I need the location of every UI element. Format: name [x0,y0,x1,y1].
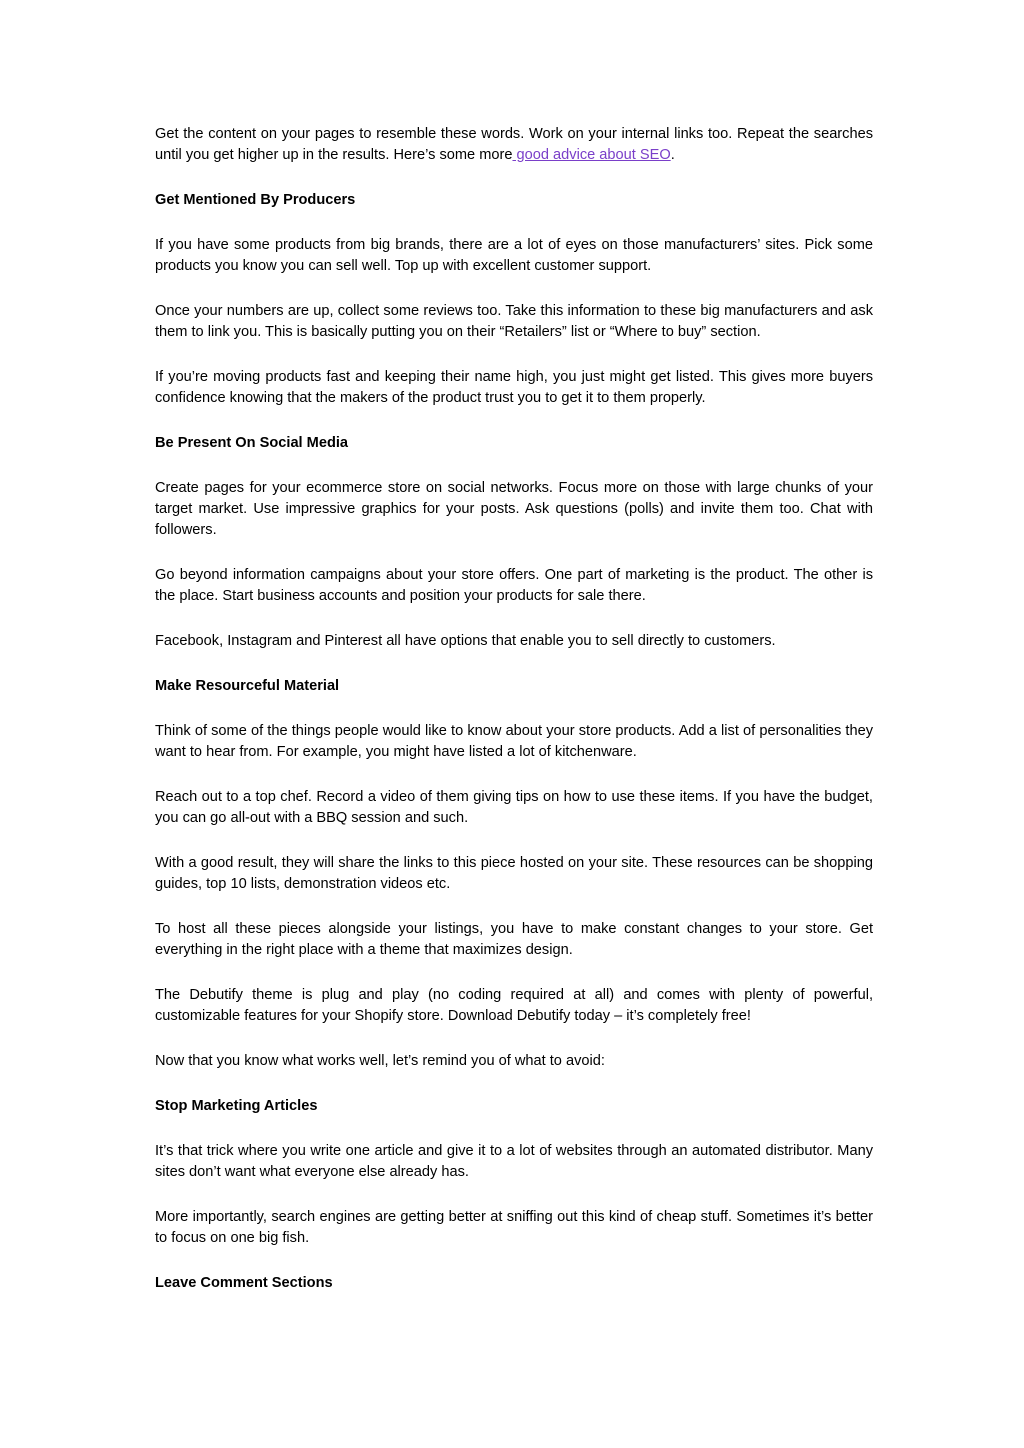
material-paragraph-6: Now that you know what works well, let’s remind you of what to avoid: [155,1053,605,1069]
material-paragraph-4: To host all these pieces alongside your listings, you have to make constant changes to your store. Get everything in the right place with a theme that maximizes design. [155,921,873,958]
heading-marketing-articles: Stop Marketing Articles [155,1098,318,1114]
document-page [155,124,873,1318]
material-paragraph-5: The Debutify theme is plug and play (no coding required at all) and comes with plenty of powerful, customizable features for your Shopify store. Download Debutify today – it’s completely free! [155,987,873,1024]
articles-paragraph-1: It’s that trick where you write one article and give it to a lot of websites through an automated distributor. Many sites don’t want what everyone else already has. [155,1143,873,1180]
producers-paragraph-1: If you have some products from big brands, there are a lot of eyes on those manufacturers’ sites. Pick some products you know you can sell well. Top up with excellent customer support. [155,237,873,274]
heading-social-media: Be Present On Social Media [155,435,349,451]
heading-producers: Get Mentioned By Producers [155,192,356,208]
material-paragraph-2: Reach out to a top chef. Record a video of them giving tips on how to use these items. If you have the budget, you can go all-out with a BBQ session and such. [155,789,873,826]
articles-paragraph-2: More importantly, search engines are getting better at sniffing out this kind of cheap stuff. Sometimes it’s better to focus on one big fish. [155,1209,873,1246]
social-paragraph-3: Facebook, Instagram and Pinterest all have options that enable you to sell directly to customers. [155,633,776,649]
intro-text: Get the content on your pages to resemble these words. Work on your internal links too. Repeat the searches until you get higher up in the results. Here’s some more [155,126,873,163]
social-paragraph-1: Create pages for your ecommerce store on social networks. Focus more on those with large chunks of your target market. Use impressive graphics for your posts. Ask questions (polls) and invite them too. Chat with followers. [155,480,873,538]
intro-text-end: . [670,147,675,163]
producers-paragraph-3: If you’re moving products fast and keeping their name high, you just might get listed. This gives more buyers confidence knowing that the makers of the product trust you to get it to them properly. [155,369,873,406]
heading-resourceful-material: Make Resourceful Material [155,678,340,694]
producers-paragraph-2: Once your numbers are up, collect some reviews too. Take this information to these big manufacturers and ask them to link you. This is basically putting you on their “Retailers” list or “Where to buy” section. [155,303,873,340]
material-paragraph-1: Think of some of the things people would like to know about your store products. Add a list of personalities they want to hear from. For example, you might have listed a lot of kitchenware. [155,723,873,760]
heading-comment-sections: Leave Comment Sections [155,1275,333,1291]
social-paragraph-2: Go beyond information campaigns about your store offers. One part of marketing is the product. The other is the place. Start business accounts and position your products for sale there. [155,567,873,604]
intro-paragraph [155,124,873,166]
seo-advice-link[interactable]: good advice about SEO [512,147,671,163]
material-paragraph-3: With a good result, they will share the links to this piece hosted on your site. These resources can be shopping guides, top 10 lists, demonstration videos etc. [155,855,873,892]
